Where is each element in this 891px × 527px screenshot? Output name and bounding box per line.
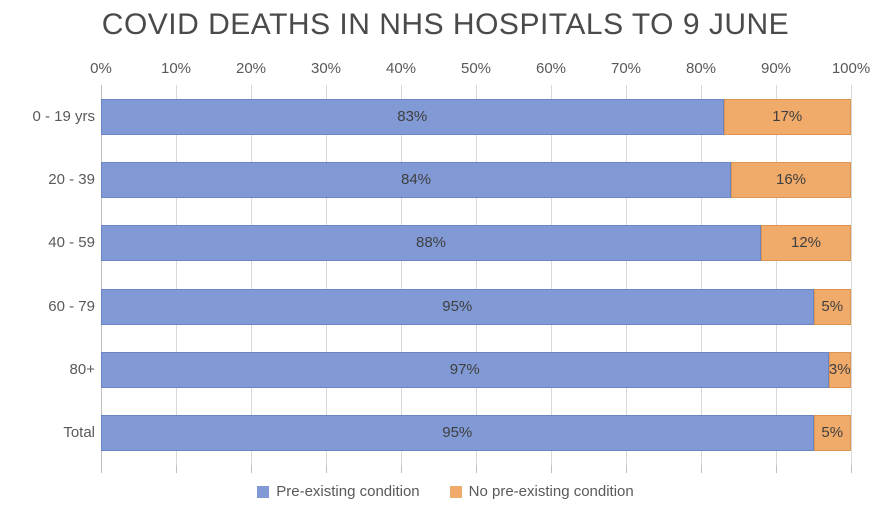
x-axis-tick-label: 10% (160, 60, 192, 77)
chart-title: COVID DEATHS IN NHS HOSPITALS TO 9 JUNE (101, 8, 790, 41)
bar-value-label: 84% (400, 171, 432, 188)
bar-value-label: 5% (821, 297, 844, 315)
x-axis-tickmark (776, 465, 777, 473)
x-axis-tickmark (851, 465, 852, 473)
bar-row (101, 289, 851, 325)
chart-legend (0, 483, 891, 500)
bar-row (101, 225, 851, 261)
gridline (701, 85, 702, 465)
bar-value-label: 16% (775, 171, 807, 188)
x-axis-tickmark (326, 465, 327, 473)
x-axis-tickmark (101, 465, 102, 473)
x-axis-tickmarks (101, 465, 851, 475)
bar-row (101, 415, 851, 451)
legend-item[interactable] (450, 483, 634, 500)
y-axis-category-label: 80+ (69, 361, 95, 378)
bar-value-label: 17% (772, 107, 803, 125)
bar-value-label: 95% (442, 297, 473, 315)
bar-value-label: 5% (821, 424, 844, 442)
gridline (476, 85, 477, 465)
legend-label: No pre-existing condition (468, 483, 634, 500)
x-axis-tick-labels (90, 60, 871, 82)
x-axis-tickmark (176, 465, 177, 473)
bar-row (101, 162, 851, 198)
x-axis-tick-label: 30% (310, 60, 342, 77)
legend-color-swatch (450, 486, 462, 498)
bar-row (101, 99, 851, 135)
legend-label: Pre-existing condition (276, 483, 420, 500)
y-axis-category-label: Total (63, 424, 95, 442)
gridline (176, 85, 177, 465)
gridline (326, 85, 327, 465)
bar-value-label: 97% (449, 361, 480, 378)
bar-value-label: 12% (790, 234, 822, 252)
x-axis-tick-label: 80% (685, 60, 717, 77)
x-axis-tick-label: 0% (90, 60, 112, 77)
y-axis-category-label: 20 - 39 (48, 171, 95, 188)
x-axis-tick-label: 60% (535, 60, 567, 77)
bar-value-label: 95% (442, 424, 473, 442)
x-axis-tick-label: 20% (235, 60, 267, 77)
x-axis-tick-label: 90% (760, 60, 792, 77)
plot-area (32, 85, 851, 465)
x-axis-tickmark (701, 465, 702, 473)
gridline (551, 85, 552, 465)
x-axis-tick-label: 50% (460, 60, 492, 77)
x-axis-tick-label: 70% (610, 60, 642, 77)
bar-value-label: 88% (415, 234, 447, 252)
gridline (401, 85, 402, 465)
x-axis-tickmark (626, 465, 627, 473)
x-axis-tick-label: 100% (831, 60, 871, 77)
gridline (851, 85, 852, 465)
gridline (101, 85, 102, 465)
bar-value-label: 83% (397, 107, 428, 125)
x-axis-tickmark (551, 465, 552, 473)
bar-row (101, 352, 851, 388)
y-axis-category-label: 0 - 19 yrs (32, 107, 95, 125)
gridline (626, 85, 627, 465)
legend-item[interactable] (257, 483, 419, 500)
y-axis-category-label: 40 - 59 (48, 234, 95, 252)
x-axis-tick-label: 40% (385, 60, 417, 77)
gridline (776, 85, 777, 465)
y-axis-category-label: 60 - 79 (48, 297, 95, 315)
legend-color-swatch (257, 486, 269, 498)
x-axis-tickmark (251, 465, 252, 473)
gridline (251, 85, 252, 465)
x-axis-tickmark (476, 465, 477, 473)
bar-value-label: 3% (828, 361, 851, 378)
x-axis-tickmark (401, 465, 402, 473)
